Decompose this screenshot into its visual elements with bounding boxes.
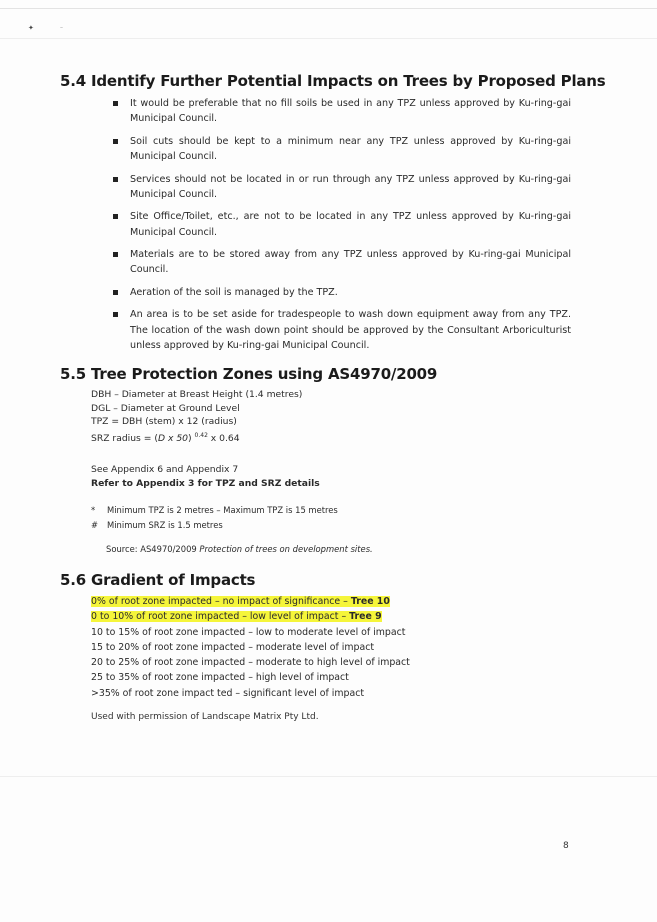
list-item: Site Office/Toilet, etc., are not to be located in any TPZ unless approved by Ku-ring-gai Municipal Council.	[111, 209, 571, 240]
definition-dbh: DBH – Diameter at Breast Height (1.4 metres)	[91, 389, 303, 400]
header-rule-secondary	[0, 38, 657, 39]
tpz-definitions	[91, 388, 302, 445]
page-number: 8	[563, 841, 569, 851]
bullet-square-icon	[113, 290, 118, 295]
impact-line: 10 to 15% of root zone impacted – low to moderate level of impact	[91, 626, 406, 638]
list-item: Aeration of the soil is managed by the TPZ.	[111, 285, 571, 300]
scan-mark: ✦	[28, 24, 34, 32]
list-item: Materials are to be stored away from any TPZ unless approved by Ku-ring-gai Municipal Council.	[111, 247, 571, 278]
appendix-references	[91, 463, 320, 490]
definition-tpz: TPZ = DBH (stem) x 12 (radius)	[91, 416, 237, 427]
bullet-square-icon	[113, 252, 118, 257]
impact-line: 20 to 25% of root zone impacted – moderate to high level of impact	[91, 657, 410, 669]
scan-mark-dash: –	[60, 24, 63, 31]
note-srz: # Minimum SRZ is 1.5 metres	[91, 520, 223, 530]
definition-dgl: DGL – Diameter at Ground Level	[91, 402, 240, 414]
section-5-4-heading	[60, 72, 606, 90]
tpz-notes	[91, 503, 338, 533]
impact-line: >35% of root zone impact ted – significant level of impact	[91, 687, 365, 699]
footer-rule	[0, 776, 657, 777]
bullet-square-icon	[113, 177, 118, 182]
definition-srz: SRZ radius = (D x 50) $^{0.42}$ x 0.64	[91, 431, 240, 444]
list-item: Soil cuts should be kept to a minimum near any TPZ unless approved by Ku-ring-gai Municipal Council.	[111, 134, 571, 165]
section-title: Tree Protection Zones using AS4970/2009	[91, 365, 438, 383]
section-title: Gradient of Impacts	[91, 571, 256, 589]
section-number: 5.4	[60, 72, 86, 90]
impact-line: 25 to 35% of root zone impacted – high level of impact	[91, 672, 349, 684]
impact-gradient-list	[91, 594, 410, 701]
permission-note: Used with permission of Landscape Matrix Pty Ltd.	[91, 712, 319, 722]
list-item: An area is to be set aside for tradespeople to wash down equipment away from any TPZ. The location of the wash down point should be approved by the Consultant Arboriculturist unless approved by Ku-ring-gai Municipal Council.	[111, 307, 571, 353]
section-number: 5.5	[60, 365, 86, 383]
section-number: 5.6	[60, 571, 86, 589]
list-item: Services should not be located in or run through any TPZ unless approved by Ku-ring-gai Municipal Council.	[111, 172, 571, 203]
section-title: Identify Further Potential Impacts on Trees by Proposed Plans	[91, 72, 606, 90]
impact-line-highlighted: 0 to 10% of root zone impacted – low level of impact – Tree 9	[91, 611, 382, 623]
impacts-bullet-list	[111, 96, 571, 360]
note-tpz: * Minimum TPZ is 2 metres – Maximum TPZ is 15 metres	[91, 505, 338, 515]
impact-line: 15 to 20% of root zone impacted – moderate level of impact	[91, 641, 375, 653]
source-citation: Source: AS4970/2009 Protection of trees on development sites.	[106, 544, 373, 554]
bullet-square-icon	[113, 139, 118, 144]
refer-appendix-text: Refer to Appendix 3 for TPZ and SRZ details	[91, 477, 320, 489]
list-item: It would be preferable that no fill soils be used in any TPZ unless approved by Ku-ring-gai Municipal Council.	[111, 96, 571, 127]
see-appendix-text: See Appendix 6 and Appendix 7	[91, 464, 239, 475]
impact-line-highlighted: 0% of root zone impacted – no impact of significance – Tree 10	[91, 596, 390, 607]
bullet-square-icon	[113, 101, 118, 106]
bullet-square-icon	[113, 312, 118, 317]
bullet-square-icon	[113, 214, 118, 219]
section-5-6-heading	[60, 571, 255, 589]
header-rule	[0, 8, 657, 9]
section-5-5-heading	[60, 365, 437, 383]
